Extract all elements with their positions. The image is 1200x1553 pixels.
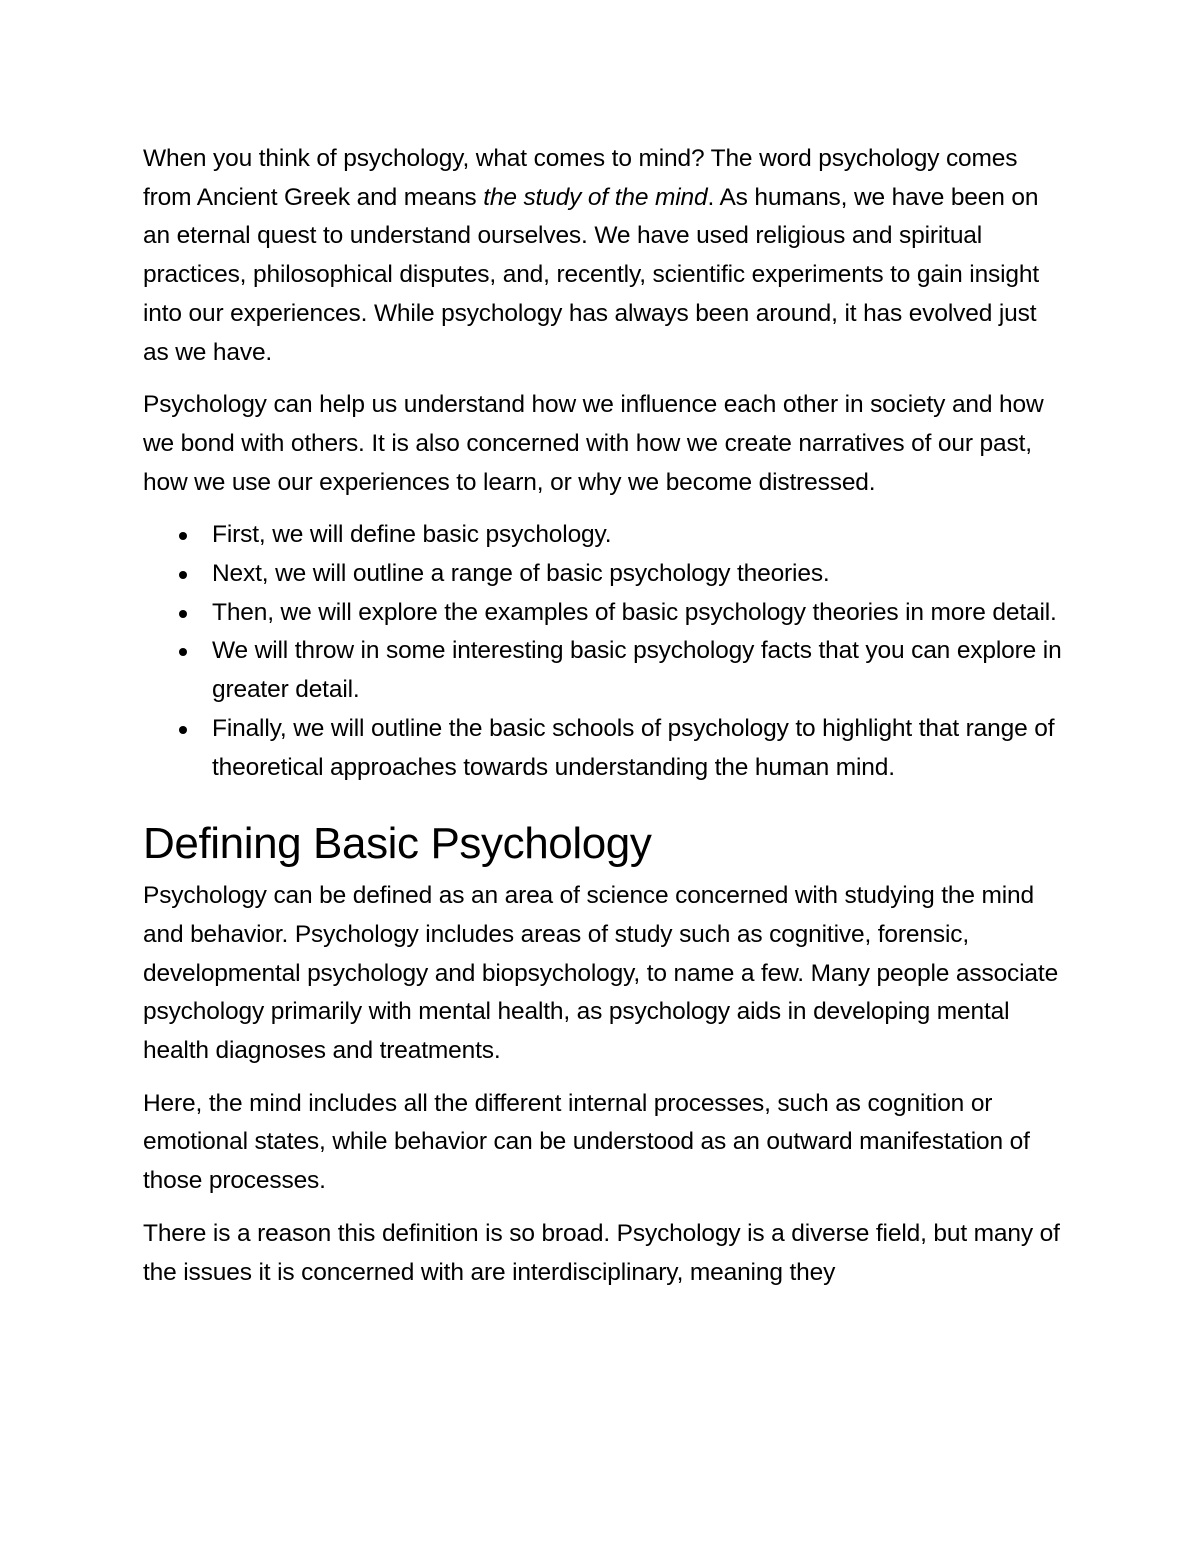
intro-text-end: . As humans, we have been on an eternal quest to understand ourselves. We have used religious and spiritual practices, philosophical disputes, and, recently, scientific experiments to gain insight into our experiences. While psychology has always been around, it has evolved just as we have. — [143, 183, 1040, 366]
bullet-icon — [179, 571, 187, 579]
list-item — [143, 516, 1063, 555]
bullet-list — [143, 516, 1063, 787]
section-heading: Defining Basic Psychology — [143, 819, 652, 869]
list-item — [143, 555, 1063, 594]
bullet-icon — [179, 610, 187, 618]
section-paragraph: Psychology can be defined as an area of science concerned with studying the mind and behavior. Psychology includes areas of study such as cognitive, forensic, developmental psychology and biopsychology, to name a few. Many people associate psychology primarily with mental health, as psychology aids in developing mental health diagnoses and treatments. — [143, 882, 1059, 1065]
intro-italic-phrase: the study of the mind — [483, 183, 708, 211]
bullet-icon — [179, 532, 187, 540]
list-item-text: We will throw in some interesting basic psychology facts that you can explore in greater detail. — [212, 637, 1062, 704]
list-item — [143, 710, 1063, 787]
list-item-text: Finally, we will outline the basic schools of psychology to highlight that range of theoretical approaches towards understanding the human mind. — [212, 714, 1055, 781]
bullet-icon — [179, 726, 187, 734]
list-item-text: First, we will define basic psychology. — [212, 521, 612, 549]
document-body — [143, 140, 1063, 1306]
list-item — [143, 632, 1063, 709]
list-item-text: Next, we will outline a range of basic psychology theories. — [212, 560, 830, 588]
list-item-text: Then, we will explore the examples of basic psychology theories in more detail. — [212, 598, 1057, 626]
intro-paragraph — [143, 140, 1063, 372]
intro-text-start: When you think of psychology, what comes to mind? The word psychology comes from Ancient Greek and means — [143, 145, 1018, 211]
section-paragraph: There is a reason this definition is so broad. Psychology is a diverse field, but many of the issues it is concerned with are interdisciplinary, meaning they — [143, 1219, 1060, 1286]
list-item — [143, 594, 1063, 633]
paragraph-2: Psychology can help us understand how we influence each other in society and how we bond with others. It is also concerned with how we create narratives of our past, how we use our experiences to learn, or why we become distressed. — [143, 391, 1044, 496]
section-paragraph: Here, the mind includes all the different internal processes, such as cognition or emotional states, while behavior can be understood as an outward manifestation of those processes. — [143, 1089, 1030, 1195]
bullet-icon — [179, 648, 187, 656]
